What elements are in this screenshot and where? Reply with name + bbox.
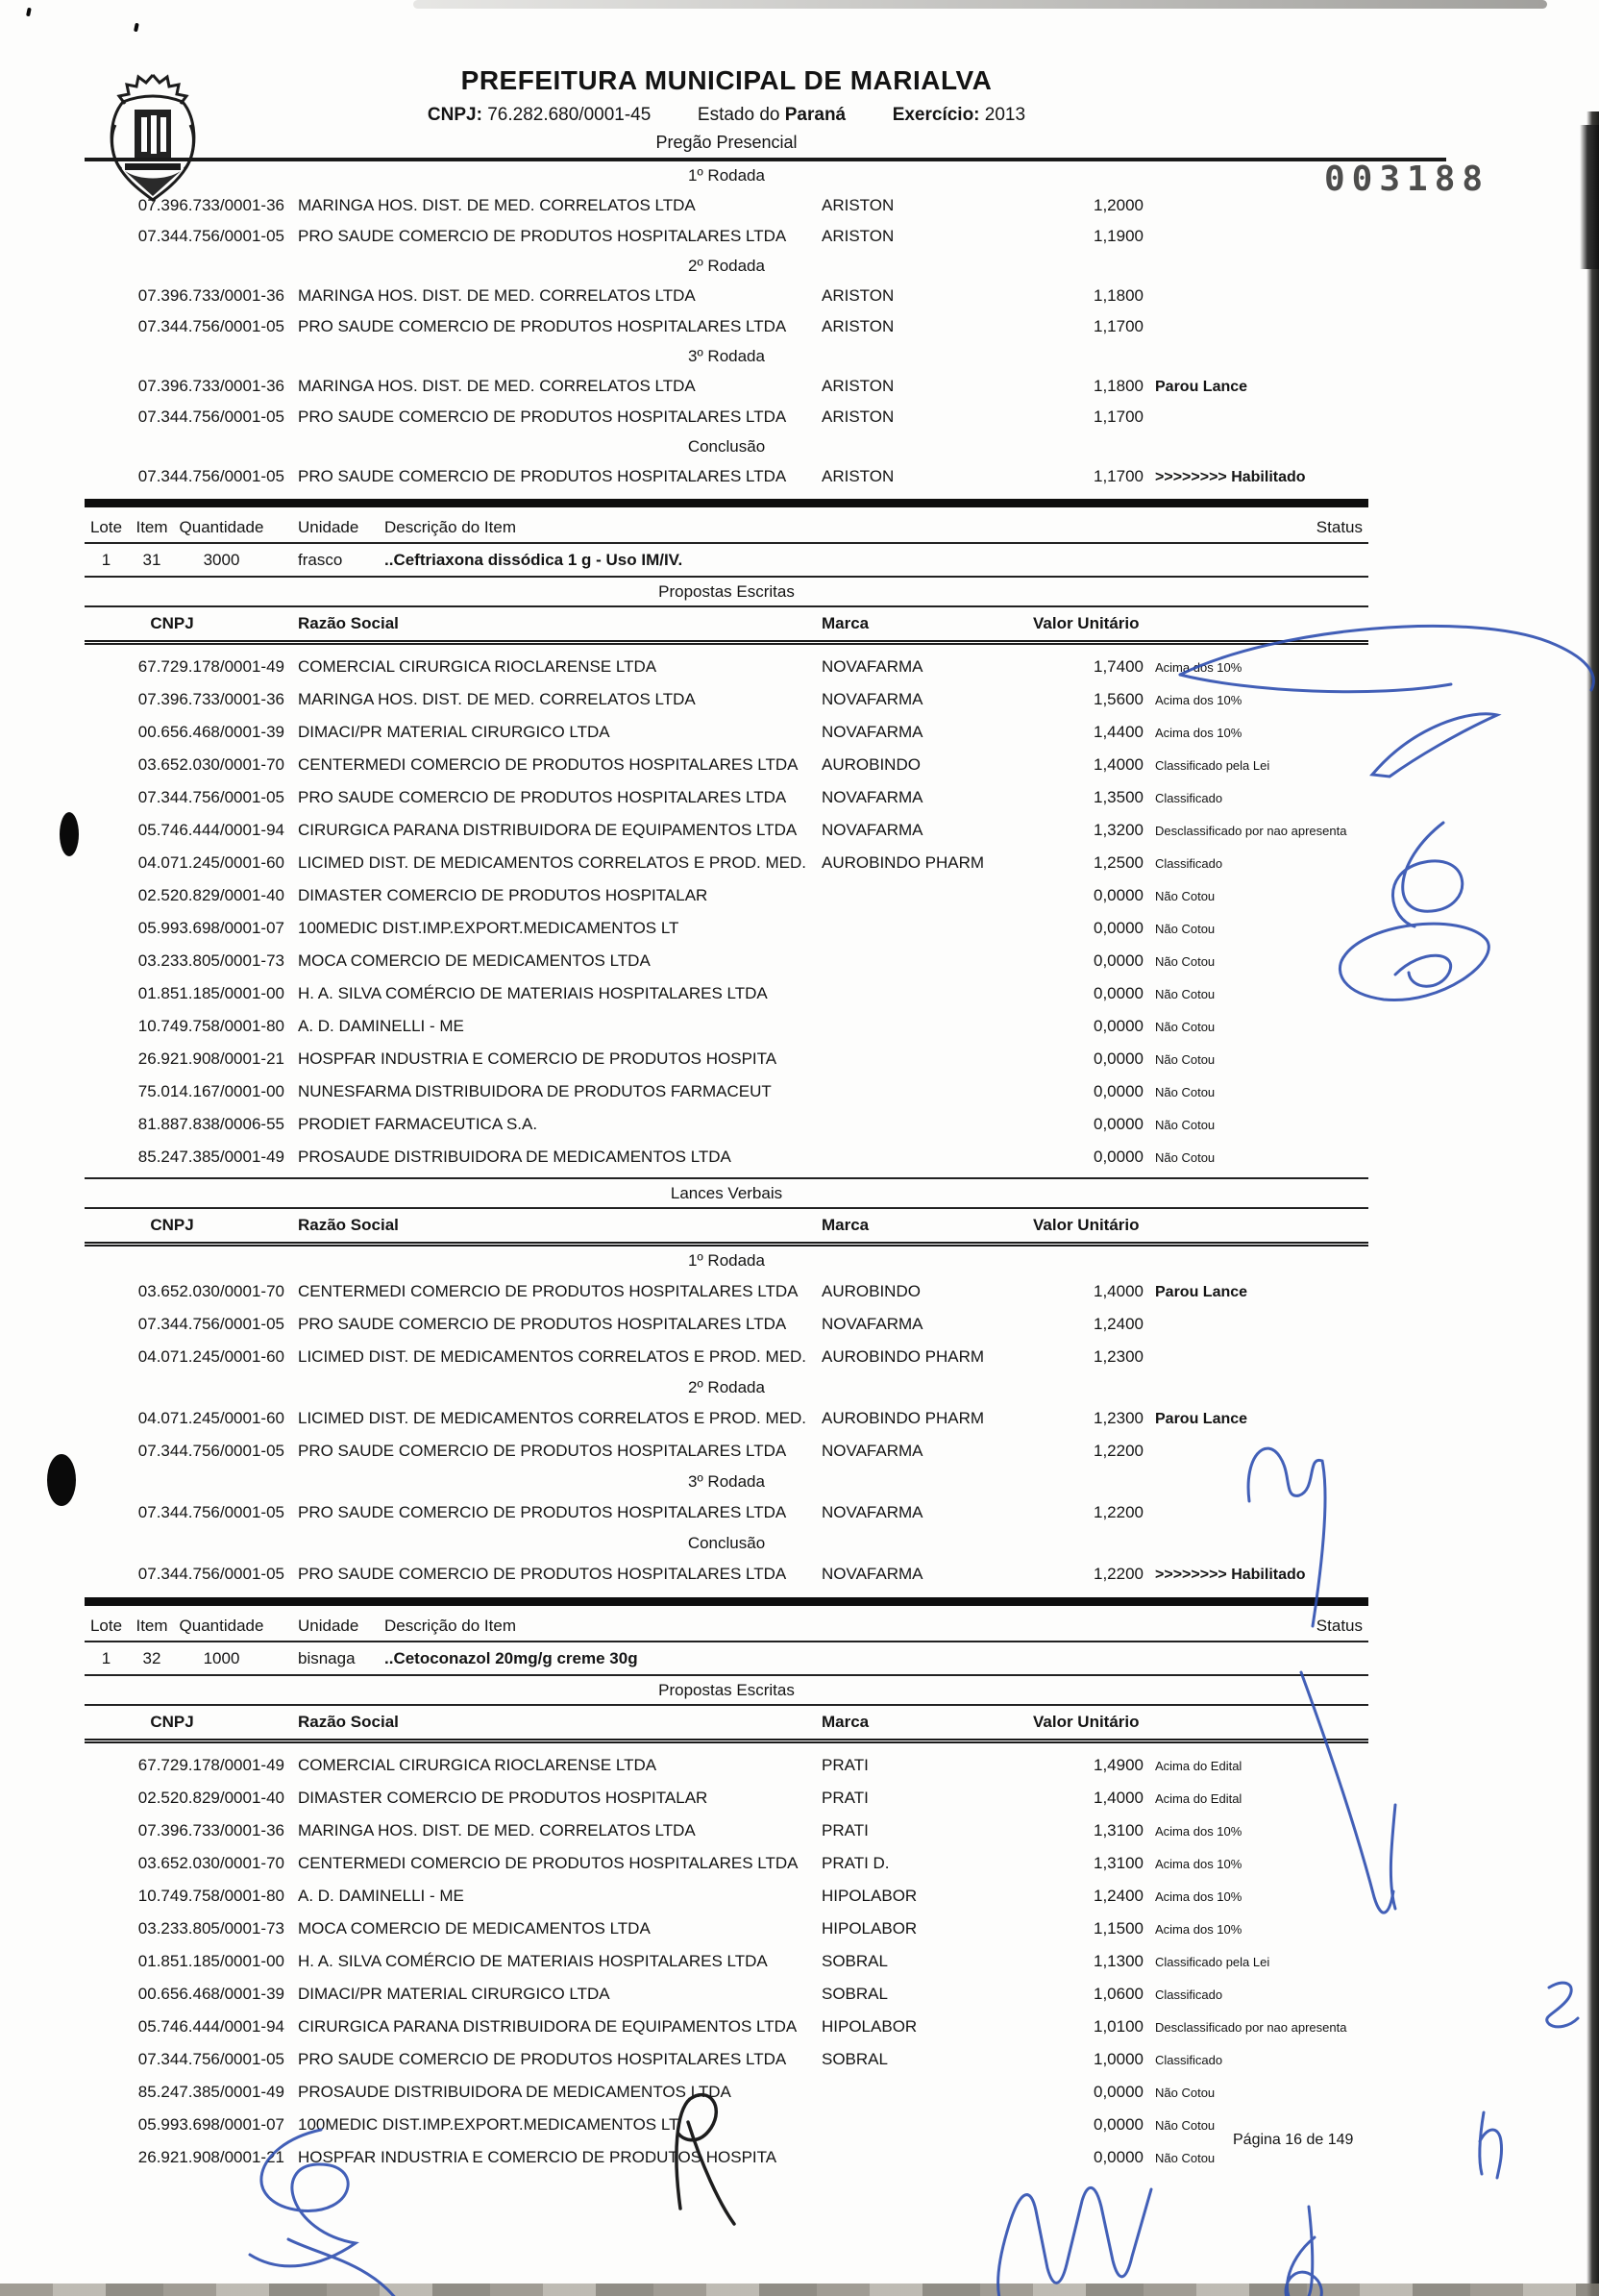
scan-edge-shadow <box>1587 111 1599 2296</box>
brand-cell: AUROBINDO PHARM <box>822 1409 985 1427</box>
bid-row <box>85 190 1368 221</box>
cnpj-cell: 07.344.756/0001-05 <box>137 1565 284 1583</box>
section-title-propostas: Propostas Escritas <box>85 1676 1368 1706</box>
bid-row <box>85 311 1368 342</box>
company-cell: HOSPFAR INDUSTRIA E COMERCIO DE PRODUTOS HOSPITA <box>298 2148 777 2166</box>
proposal-row <box>85 781 1368 814</box>
proposal-row <box>85 814 1368 847</box>
brand-cell: NOVAFARMA <box>822 723 923 741</box>
document-header <box>85 0 1368 161</box>
unit-cell: bisnaga <box>298 1648 356 1667</box>
cnpj-cell: 67.729.178/0001-49 <box>137 1756 284 1774</box>
brand-cell: PRATI <box>822 1789 869 1807</box>
bid-row <box>85 281 1368 311</box>
proposal-row <box>85 1978 1368 2011</box>
company-cell: A. D. DAMINELLI - ME <box>298 1887 464 1905</box>
company-cell: PRO SAUDE COMERCIO DE PRODUTOS HOSPITALARES LTDA <box>298 407 787 426</box>
round-header: Conclusão <box>687 437 766 456</box>
value-cell: 1,3100 <box>1094 1854 1144 1872</box>
cnpj-cell: 07.344.756/0001-05 <box>137 227 284 245</box>
value-cell: 1,4000 <box>1094 1282 1144 1300</box>
round-header: 1º Rodada <box>688 166 765 185</box>
value-cell: 1,1500 <box>1094 1919 1144 1938</box>
brand-cell: NOVAFARMA <box>822 690 923 708</box>
value-cell: 1,2200 <box>1094 1442 1144 1460</box>
status-note: Classificado pela Lei <box>1155 1955 1270 1969</box>
value-cell: 1,5600 <box>1094 690 1144 708</box>
proposal-row <box>85 1913 1368 1945</box>
company-cell: NUNESFARMA DISTRIBUIDORA DE PRODUTOS FARMACEUT <box>298 1082 772 1100</box>
brand-cell: NOVAFARMA <box>822 1315 923 1333</box>
cnpj-value: 76.282.680/0001-45 <box>487 105 652 125</box>
value-cell: 0,0000 <box>1094 1017 1144 1035</box>
company-cell: LICIMED DIST. DE MEDICAMENTOS CORRELATOS E PROD. MED. <box>298 1347 806 1366</box>
cnpj-cell: 03.652.030/0001-70 <box>137 1282 284 1300</box>
value-cell: 1,1800 <box>1094 377 1144 395</box>
company-cell: PRODIET FARMACEUTICA S.A. <box>298 1115 538 1133</box>
value-cell: 0,0000 <box>1094 2148 1144 2166</box>
status-flag: Parou Lance <box>1155 1284 1248 1300</box>
cnpj-cell: 07.344.756/0001-05 <box>137 1442 284 1460</box>
status-note: Acima dos 10% <box>1155 1922 1242 1937</box>
status-note: Classificado <box>1155 2053 1223 2067</box>
status-note: Acima dos 10% <box>1155 1824 1242 1839</box>
brand-cell: PRATI <box>822 1756 869 1774</box>
status-note: Não Cotou <box>1155 954 1216 969</box>
value-cell: 1,0600 <box>1094 1985 1144 2003</box>
status-note: Acima dos 10% <box>1155 1857 1242 1871</box>
estado-prefix: Estado do <box>697 105 780 125</box>
value-cell: 1,0100 <box>1094 2017 1144 2036</box>
company-cell: PRO SAUDE COMERCIO DE PRODUTOS HOSPITALARES LTDA <box>298 1565 787 1583</box>
item-32-section <box>85 1612 1368 2174</box>
company-cell: PRO SAUDE COMERCIO DE PRODUTOS HOSPITALARES LTDA <box>298 788 787 806</box>
brand-cell: SOBRAL <box>822 2050 888 2068</box>
scan-edge-bottom <box>0 2284 1599 2296</box>
value-cell: 0,0000 <box>1094 984 1144 1002</box>
cnpj-cell: 03.233.805/0001-73 <box>137 1919 284 1938</box>
cnpj-cell: 01.851.185/0001-00 <box>137 1952 284 1970</box>
round-header: 1º Rodada <box>688 1251 765 1270</box>
brand-cell: NOVAFARMA <box>822 1442 923 1460</box>
value-cell: 1,4000 <box>1094 1789 1144 1807</box>
company-cell: PROSAUDE DISTRIBUIDORA DE MEDICAMENTOS LTDA <box>298 1148 731 1166</box>
section-divider-bar <box>85 1597 1368 1606</box>
page-title: PREFEITURA MUNICIPAL DE MARIALVA <box>460 65 993 95</box>
company-cell: PRO SAUDE COMERCIO DE PRODUTOS HOSPITALARES LTDA <box>298 227 787 245</box>
proposal-row <box>85 749 1368 781</box>
lote-cell: 1 <box>101 1648 111 1667</box>
value-cell: 0,0000 <box>1094 2083 1144 2101</box>
value-cell: 1,3200 <box>1094 821 1144 839</box>
value-cell: 1,4900 <box>1094 1756 1144 1774</box>
company-cell: 100MEDIC DIST.IMP.EXPORT.MEDICAMENTOS LT <box>298 919 679 937</box>
company-cell: DIMACI/PR MATERIAL CIRURGICO LTDA <box>298 1985 610 2003</box>
bid-row <box>85 221 1368 252</box>
value-cell: 1,1800 <box>1094 286 1144 305</box>
quantity-cell: 1000 <box>203 1648 240 1667</box>
value-cell: 0,0000 <box>1094 1115 1144 1133</box>
proposal-row <box>85 2076 1368 2109</box>
brand-cell: AUROBINDO <box>822 755 921 774</box>
value-cell: 1,7400 <box>1094 657 1144 676</box>
status-note: Classificado <box>1155 1987 1223 2002</box>
cnpj-cell: 10.749.758/0001-80 <box>137 1017 284 1035</box>
status-note: Não Cotou <box>1155 2118 1216 2133</box>
company-cell: MARINGA HOS. DIST. DE MED. CORRELATOS LTDA <box>298 286 696 305</box>
proposal-row <box>85 2043 1368 2076</box>
brand-cell: AUROBINDO PHARM <box>822 1347 985 1366</box>
cnpj-cell: 07.344.756/0001-05 <box>137 1315 284 1333</box>
status-note: Classificado pela Lei <box>1155 758 1270 773</box>
company-cell: LICIMED DIST. DE MEDICAMENTOS CORRELATOS E PROD. MED. <box>298 853 806 872</box>
proposal-row <box>85 1043 1368 1075</box>
company-cell: PRO SAUDE COMERCIO DE PRODUTOS HOSPITALARES LTDA <box>298 2050 787 2068</box>
company-cell: MARINGA HOS. DIST. DE MED. CORRELATOS LTDA <box>298 1821 696 1839</box>
cnpj-cell: 05.746.444/0001-94 <box>137 2017 284 2036</box>
cnpj-cell: 05.746.444/0001-94 <box>137 821 284 839</box>
proposal-row <box>85 847 1368 879</box>
company-cell: PROSAUDE DISTRIBUIDORA DE MEDICAMENTOS LTDA <box>298 2083 731 2101</box>
status-note: Não Cotou <box>1155 1020 1216 1034</box>
cnpj-cell: 85.247.385/0001-49 <box>137 1148 284 1166</box>
cnpj-cell: 03.233.805/0001-73 <box>137 951 284 970</box>
cnpj-cell: 00.656.468/0001-39 <box>137 723 284 741</box>
cnpj-cell: 07.396.733/0001-36 <box>137 1821 284 1839</box>
lote-cell: 1 <box>101 550 111 569</box>
brand-cell: ARISTON <box>822 286 895 305</box>
value-cell: 1,1300 <box>1094 1952 1144 1970</box>
company-cell: LICIMED DIST. DE MEDICAMENTOS CORRELATOS E PROD. MED. <box>298 1409 806 1427</box>
proposal-row <box>85 2141 1368 2174</box>
header-info-line <box>85 105 1368 126</box>
brand-cell: HIPOLABOR <box>822 2017 918 2036</box>
status-note: Acima do Edital <box>1155 1791 1242 1806</box>
cnpj-cell: 03.652.030/0001-70 <box>137 755 284 774</box>
status-flag: >>>>>>>> Habilitado <box>1155 469 1306 485</box>
round-header: 3º Rodada <box>688 347 765 365</box>
cnpj-cell: 07.344.756/0001-05 <box>137 788 284 806</box>
value-cell: 1,2200 <box>1094 1503 1144 1521</box>
item-row <box>85 544 1368 578</box>
bid-row <box>85 1558 1368 1591</box>
status-note: Não Cotou <box>1155 889 1216 903</box>
cnpj-cell: 07.344.756/0001-05 <box>137 1503 284 1521</box>
brand-cell: NOVAFARMA <box>822 657 923 676</box>
status-note: Acima dos 10% <box>1155 726 1242 740</box>
proposal-row <box>85 1847 1368 1880</box>
company-cell: CIRURGICA PARANA DISTRIBUIDORA DE EQUIPAMENTOS LTDA <box>298 821 798 839</box>
company-cell: COMERCIAL CIRURGICA RIOCLARENSE LTDA <box>298 657 657 676</box>
section-title-lances: Lances Verbais <box>85 1177 1368 1209</box>
brand-cell: ARISTON <box>822 317 895 335</box>
exercicio-value: 2013 <box>984 105 1026 125</box>
proposals-header: CNPJ Razão Social Marca Valor Unitário <box>85 607 1368 645</box>
cnpj-cell: 07.396.733/0001-36 <box>137 377 284 395</box>
cnpj-cell: 26.921.908/0001-21 <box>137 1049 284 1068</box>
scan-edge-shadow-top <box>1580 125 1599 269</box>
status-note: Não Cotou <box>1155 1118 1216 1132</box>
value-cell: 1,2200 <box>1094 1565 1144 1583</box>
company-cell: PRO SAUDE COMERCIO DE PRODUTOS HOSPITALARES LTDA <box>298 467 787 485</box>
round-header: Conclusão <box>687 1534 766 1552</box>
company-cell: H. A. SILVA COMÉRCIO DE MATERIAIS HOSPITALARES LTDA <box>298 984 768 1002</box>
status-note: Acima dos 10% <box>1155 1889 1242 1904</box>
status-note: Não Cotou <box>1155 1150 1216 1165</box>
value-cell: 0,0000 <box>1094 1049 1144 1068</box>
bid-row <box>85 1496 1368 1529</box>
brand-cell: ARISTON <box>822 467 895 485</box>
brand-cell: ARISTON <box>822 227 895 245</box>
cnpj-cell: 03.652.030/0001-70 <box>137 1854 284 1872</box>
status-note: Não Cotou <box>1155 987 1216 1001</box>
proposal-row <box>85 1815 1368 1847</box>
item-table-header: Lote Item Quantidade Unidade Descrição do Item Status <box>85 513 1368 544</box>
item-31-section <box>85 513 1368 1591</box>
company-cell: 100MEDIC DIST.IMP.EXPORT.MEDICAMENTOS LT <box>298 2115 679 2134</box>
stamp-number: 003188 <box>1324 160 1490 199</box>
value-cell: 1,3500 <box>1094 788 1144 806</box>
value-cell: 1,2500 <box>1094 853 1144 872</box>
brand-cell: HIPOLABOR <box>822 1887 918 1905</box>
company-cell: A. D. DAMINELLI - ME <box>298 1017 464 1035</box>
brand-cell: NOVAFARMA <box>822 788 923 806</box>
proposal-row <box>85 1782 1368 1815</box>
round-header: 2º Rodada <box>688 1378 765 1396</box>
cnpj-label: CNPJ: <box>427 105 482 125</box>
cnpj-cell: 75.014.167/0001-00 <box>137 1082 284 1100</box>
value-cell: 0,0000 <box>1094 1148 1144 1166</box>
round-header: 2º Rodada <box>688 257 765 275</box>
round-header: 3º Rodada <box>688 1472 765 1491</box>
brand-cell: PRATI D. <box>822 1854 890 1872</box>
bid-row <box>85 461 1368 492</box>
company-cell: DIMASTER COMERCIO DE PRODUTOS HOSPITALAR <box>298 1789 708 1807</box>
cnpj-cell: 26.921.908/0001-21 <box>137 2148 284 2166</box>
proposal-row <box>85 977 1368 1010</box>
value-cell: 1,0000 <box>1094 2050 1144 2068</box>
value-cell: 1,2000 <box>1094 196 1144 214</box>
company-cell: MARINGA HOS. DIST. DE MED. CORRELATOS LTDA <box>298 196 696 214</box>
cnpj-cell: 85.247.385/0001-49 <box>137 2083 284 2101</box>
cnpj-cell: 07.396.733/0001-36 <box>137 286 284 305</box>
value-cell: 1,1900 <box>1094 227 1144 245</box>
cnpj-cell: 05.993.698/0001-07 <box>137 2115 284 2134</box>
brand-cell: SOBRAL <box>822 1985 888 2003</box>
proposal-row <box>85 1108 1368 1141</box>
estado-name: Paraná <box>784 105 847 125</box>
cnpj-cell: 04.071.245/0001-60 <box>137 853 284 872</box>
proposal-row <box>85 1945 1368 1978</box>
status-flag: >>>>>>>> Habilitado <box>1155 1567 1306 1583</box>
brand-cell: AUROBINDO <box>822 1282 921 1300</box>
value-cell: 1,2400 <box>1094 1315 1144 1333</box>
unit-cell: frasco <box>298 550 343 569</box>
company-cell: MOCA COMERCIO DE MEDICAMENTOS LTDA <box>298 1919 651 1938</box>
scan-smudge-top <box>413 0 1547 9</box>
value-cell: 1,1700 <box>1094 467 1144 485</box>
item-number-cell: 31 <box>142 550 161 569</box>
top-lances-continuation <box>85 161 1368 492</box>
bid-row <box>85 1341 1368 1373</box>
status-note: Acima dos 10% <box>1155 660 1242 675</box>
company-cell: CENTERMEDI COMERCIO DE PRODUTOS HOSPITALARES LTDA <box>298 755 799 774</box>
company-cell: COMERCIAL CIRURGICA RIOCLARENSE LTDA <box>298 1756 657 1774</box>
value-cell: 1,2400 <box>1094 1887 1144 1905</box>
status-note: Desclassificado por nao apresenta <box>1155 824 1347 838</box>
item-description: ..Cetoconazol 20mg/g creme 30g <box>384 1648 638 1667</box>
company-cell: DIMACI/PR MATERIAL CIRURGICO LTDA <box>298 723 610 741</box>
cnpj-cell: 01.851.185/0001-00 <box>137 984 284 1002</box>
proposal-row <box>85 683 1368 716</box>
bid-row <box>85 1402 1368 1435</box>
brand-cell: HIPOLABOR <box>822 1919 918 1938</box>
cnpj-cell: 04.071.245/0001-60 <box>137 1347 284 1366</box>
bid-row <box>85 1275 1368 1308</box>
status-flag: Parou Lance <box>1155 379 1248 395</box>
value-cell: 0,0000 <box>1094 951 1144 970</box>
proposal-row <box>85 2109 1368 2141</box>
cnpj-cell: 07.344.756/0001-05 <box>137 2050 284 2068</box>
status-note: Não Cotou <box>1155 1052 1216 1067</box>
brand-cell: ARISTON <box>822 196 895 214</box>
item-number-cell: 32 <box>142 1648 161 1667</box>
cnpj-cell: 81.887.838/0006-55 <box>137 1115 284 1133</box>
proposal-row <box>85 651 1368 683</box>
value-cell: 1,2300 <box>1094 1409 1144 1427</box>
company-cell: CENTERMEDI COMERCIO DE PRODUTOS HOSPITALARES LTDA <box>298 1282 799 1300</box>
proposal-row <box>85 912 1368 945</box>
value-cell: 1,4000 <box>1094 755 1144 774</box>
brand-cell: AUROBINDO PHARM <box>822 853 985 872</box>
cnpj-cell: 04.071.245/0001-60 <box>137 1409 284 1427</box>
cnpj-cell: 00.656.468/0001-39 <box>137 1985 284 2003</box>
cnpj-cell: 07.396.733/0001-36 <box>137 196 284 214</box>
company-cell: H. A. SILVA COMÉRCIO DE MATERIAIS HOSPITALARES LTDA <box>298 1952 768 1970</box>
status-flag: Parou Lance <box>1155 1411 1248 1427</box>
company-cell: HOSPFAR INDUSTRIA E COMERCIO DE PRODUTOS HOSPITA <box>298 1049 777 1068</box>
brand-cell: NOVAFARMA <box>822 1503 923 1521</box>
brand-cell: NOVAFARMA <box>822 1565 923 1583</box>
company-cell: PRO SAUDE COMERCIO DE PRODUTOS HOSPITALARES LTDA <box>298 317 787 335</box>
status-note: Acima do Edital <box>1155 1759 1242 1773</box>
company-cell: CIRURGICA PARANA DISTRIBUIDORA DE EQUIPAMENTOS LTDA <box>298 2017 798 2036</box>
bid-row <box>85 1435 1368 1468</box>
document-subtitle: Pregão Presencial <box>655 133 798 152</box>
status-note: Classificado <box>1155 856 1223 871</box>
brand-cell: SOBRAL <box>822 1952 888 1970</box>
cnpj-cell: 07.344.756/0001-05 <box>137 467 284 485</box>
cnpj-cell: 07.344.756/0001-05 <box>137 407 284 426</box>
brand-cell: PRATI <box>822 1821 869 1839</box>
proposal-row <box>85 716 1368 749</box>
bid-row <box>85 371 1368 402</box>
item-description: ..Ceftriaxona dissódica 1 g - Uso IM/IV. <box>384 550 683 569</box>
cnpj-cell: 67.729.178/0001-49 <box>137 657 284 676</box>
value-cell: 1,1700 <box>1094 317 1144 335</box>
proposals-header: CNPJ Razão Social Marca Valor Unitário <box>85 1706 1368 1743</box>
quantity-cell: 3000 <box>203 550 240 569</box>
proposal-row <box>85 879 1368 912</box>
value-cell: 0,0000 <box>1094 2115 1144 2134</box>
proposal-row <box>85 1141 1368 1173</box>
company-cell: PRO SAUDE COMERCIO DE PRODUTOS HOSPITALARES LTDA <box>298 1315 787 1333</box>
value-cell: 1,2300 <box>1094 1347 1144 1366</box>
status-note: Não Cotou <box>1155 1085 1216 1099</box>
value-cell: 0,0000 <box>1094 1082 1144 1100</box>
company-cell: CENTERMEDI COMERCIO DE PRODUTOS HOSPITALARES LTDA <box>298 1854 799 1872</box>
brand-cell: NOVAFARMA <box>822 821 923 839</box>
exercicio-label: Exercício: <box>892 105 980 125</box>
lances-header: CNPJ Razão Social Marca Valor Unitário <box>85 1209 1368 1247</box>
company-cell: MARINGA HOS. DIST. DE MED. CORRELATOS LTDA <box>298 690 696 708</box>
company-cell: MOCA COMERCIO DE MEDICAMENTOS LTDA <box>298 951 651 970</box>
company-cell: DIMASTER COMERCIO DE PRODUTOS HOSPITALAR <box>298 886 708 904</box>
section-title-propostas: Propostas Escritas <box>85 578 1368 607</box>
cnpj-cell: 07.396.733/0001-36 <box>137 690 284 708</box>
cnpj-cell: 07.344.756/0001-05 <box>137 317 284 335</box>
brand-cell: ARISTON <box>822 407 895 426</box>
bid-row <box>85 1308 1368 1341</box>
value-cell: 0,0000 <box>1094 886 1144 904</box>
value-cell: 1,3100 <box>1094 1821 1144 1839</box>
company-cell: MARINGA HOS. DIST. DE MED. CORRELATOS LTDA <box>298 377 696 395</box>
proposal-row <box>85 1749 1368 1782</box>
proposal-row <box>85 1010 1368 1043</box>
proposal-row <box>85 1880 1368 1913</box>
status-note: Não Cotou <box>1155 922 1216 936</box>
bid-row <box>85 402 1368 432</box>
status-note: Desclassificado por nao apresenta <box>1155 2020 1347 2035</box>
proposal-row <box>85 2011 1368 2043</box>
item-row <box>85 1642 1368 1676</box>
cnpj-cell: 10.749.758/0001-80 <box>137 1887 284 1905</box>
page-number: Página 16 de 149 <box>1233 2132 1354 2148</box>
status-note: Acima dos 10% <box>1155 693 1242 707</box>
proposal-row <box>85 945 1368 977</box>
cnpj-cell: 02.520.829/0001-40 <box>137 886 284 904</box>
proposal-row <box>85 1075 1368 1108</box>
value-cell: 0,0000 <box>1094 919 1144 937</box>
brand-cell: ARISTON <box>822 377 895 395</box>
value-cell: 1,1700 <box>1094 407 1144 426</box>
cnpj-cell: 05.993.698/0001-07 <box>137 919 284 937</box>
status-note: Não Cotou <box>1155 2086 1216 2100</box>
status-note: Não Cotou <box>1155 2151 1216 2165</box>
company-cell: PRO SAUDE COMERCIO DE PRODUTOS HOSPITALARES LTDA <box>298 1503 787 1521</box>
section-divider-bar <box>85 499 1368 507</box>
company-cell: PRO SAUDE COMERCIO DE PRODUTOS HOSPITALARES LTDA <box>298 1442 787 1460</box>
status-note: Classificado <box>1155 791 1223 805</box>
item-table-header: Lote Item Quantidade Unidade Descrição do Item Status <box>85 1612 1368 1642</box>
cnpj-cell: 02.520.829/0001-40 <box>137 1789 284 1807</box>
value-cell: 1,4400 <box>1094 723 1144 741</box>
